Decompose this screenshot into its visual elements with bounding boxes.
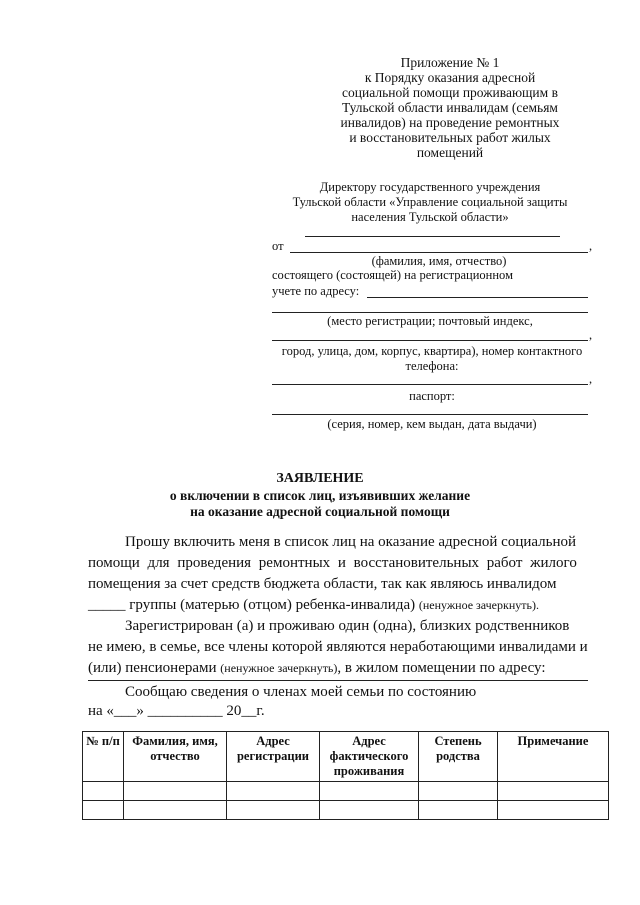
table-row xyxy=(83,782,609,801)
col-note: Примечание xyxy=(498,732,609,782)
from-label: от xyxy=(272,239,284,253)
date-line[interactable]: на «___» __________ 20__г. xyxy=(88,703,265,719)
or-pensioners: (или) пенсионерами xyxy=(88,660,217,676)
addressee-line: населения Тульской области» xyxy=(351,210,509,224)
registered-text: состоящего (состоящей) на регистрационном xyxy=(272,268,513,282)
statement-title: ЗАЯВЛЕНИЕ xyxy=(276,471,364,486)
table-cell[interactable] xyxy=(227,782,320,801)
col-number: № п/п xyxy=(83,732,124,782)
registered-address-label: учете по адресу: xyxy=(272,284,360,298)
address-text: , в жилом помещении по адресу: xyxy=(337,660,546,676)
group-text: группы (матерью (отцом) ребенка-инвалида) xyxy=(125,597,416,613)
table-cell[interactable] xyxy=(498,782,609,801)
paragraph-1-line: помещения за счет средств бюджета области, так как являюсь инвалидом xyxy=(88,576,557,592)
addressee-line: Тульской области «Управление социальной защиты xyxy=(292,195,568,209)
table-header-row xyxy=(83,732,609,782)
table-row xyxy=(83,801,609,820)
table-cell[interactable] xyxy=(320,801,419,820)
col-registration: Адрес регистрации xyxy=(227,732,320,782)
col-relation: Степень родства xyxy=(419,732,498,782)
table-cell[interactable] xyxy=(124,782,227,801)
residence-address-line[interactable] xyxy=(88,680,588,681)
col-name: Фамилия, имя, отчество xyxy=(124,732,227,782)
appendix-line: Тульской области инвалидам (семьям xyxy=(342,100,558,115)
paragraph-2-line-last xyxy=(88,660,546,677)
paragraph-2-line: Зарегистрирован (а) и проживаю один (одна), близких родственников xyxy=(125,618,570,634)
appendix-line: помещений xyxy=(416,145,484,160)
passport-line[interactable] xyxy=(272,414,588,415)
table-cell[interactable] xyxy=(83,782,124,801)
statement-subtitle-1: о включении в список лиц, изъявивших желание xyxy=(169,488,471,503)
table-cell[interactable] xyxy=(83,801,124,820)
fio-comma: , xyxy=(589,239,593,253)
family-table xyxy=(82,731,609,820)
appendix-line: Приложение № 1 xyxy=(400,55,500,70)
appendix-line: и восстановительных работ жилых xyxy=(349,130,551,145)
appendix-line: социальной помощи проживающим в xyxy=(342,85,558,100)
address-line-2[interactable] xyxy=(272,312,588,313)
strike-note: (ненужное зачеркнуть). xyxy=(418,598,539,612)
paragraph-1-line-last xyxy=(88,597,539,614)
table-cell[interactable] xyxy=(419,782,498,801)
table-cell[interactable] xyxy=(498,801,609,820)
table-cell[interactable] xyxy=(419,801,498,820)
passport-label: паспорт: xyxy=(409,389,455,403)
col-actual-address: Адрес фактического проживания xyxy=(320,732,419,782)
fio-hint: (фамилия, имя, отчество) xyxy=(371,254,507,268)
address-line-3[interactable] xyxy=(272,340,588,341)
phone-hint: телефона: xyxy=(405,359,459,373)
paragraph-1-line: Прошу включить меня в список лиц на оказание адресной социальной xyxy=(125,534,577,550)
paragraph-1-line: помощи для проведения ремонтных и восстановительных работ жилого xyxy=(88,555,577,571)
address-comma: , xyxy=(589,328,593,342)
passport-hint: (серия, номер, кем выдан, дата выдачи) xyxy=(327,417,537,431)
strike-note-2: (ненужное зачеркнуть) xyxy=(220,661,338,675)
fio-line-2[interactable] xyxy=(290,252,588,253)
city-hint: город, улица, дом, корпус, квартира), номер контактного xyxy=(281,344,583,358)
paragraph-3-line: Сообщаю сведения о членах моей семьи по состоянию xyxy=(125,684,477,700)
addressee-line: Директору государственного учреждения xyxy=(319,180,541,194)
address-hint: (место регистрации; почтовый индекс, xyxy=(327,314,533,328)
registered-address-line[interactable] xyxy=(367,297,588,298)
appendix-line: инвалидов) на проведение ремонтных xyxy=(340,115,560,130)
phone-line[interactable] xyxy=(272,384,588,385)
paragraph-2-line: не имею, в семье, все члены которой являются неработающими инвалидами и xyxy=(88,639,588,655)
table-cell[interactable] xyxy=(227,801,320,820)
phone-comma: , xyxy=(589,372,593,386)
group-blank[interactable]: _____ xyxy=(88,597,126,613)
table-cell[interactable] xyxy=(124,801,227,820)
appendix-line: к Порядку оказания адресной xyxy=(364,70,536,85)
fio-line-1[interactable] xyxy=(305,236,560,237)
table-cell[interactable] xyxy=(320,782,419,801)
statement-subtitle-2: на оказание адресной социальной помощи xyxy=(190,504,450,519)
